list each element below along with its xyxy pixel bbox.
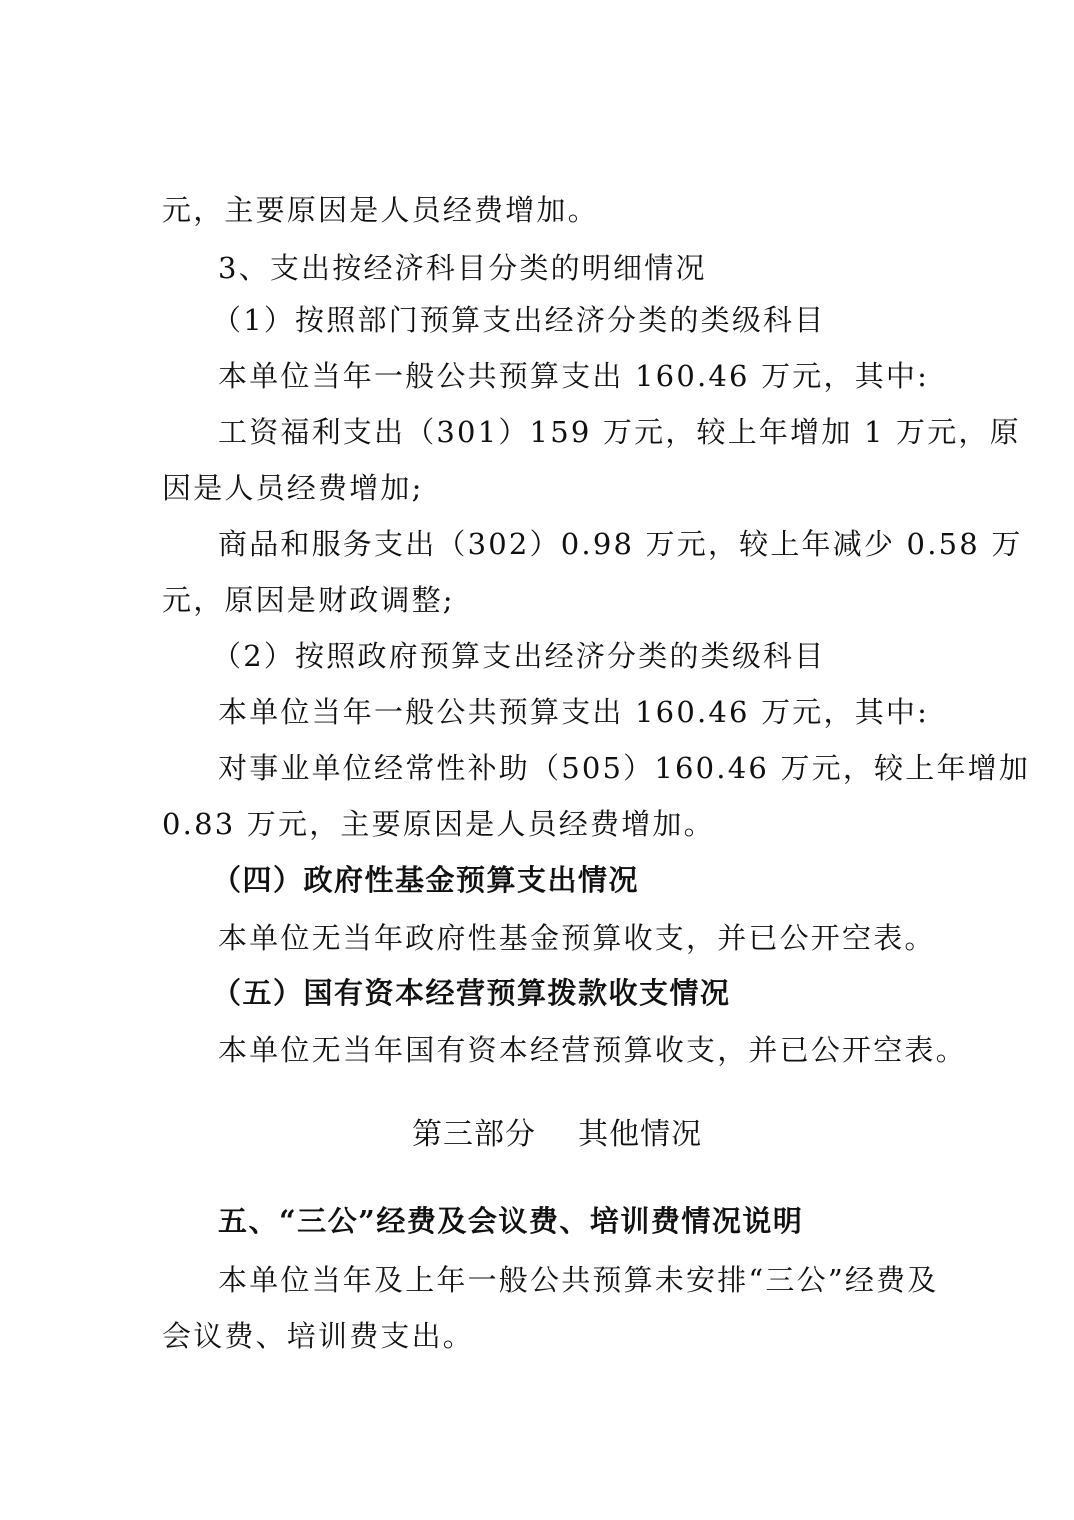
subsection-title: 3、支出按经济科目分类的明细情况 [218,251,707,285]
paragraph-line: 工资福利支出（301）159 万元，较上年增加 1 万元，原 [218,415,1021,449]
paragraph-line: 因是人员经费增加; [162,471,424,505]
part-title: 第三部分 其他情况 [412,1117,703,1152]
section-heading: （五）国有资本经营预算拨款收支情况 [212,976,731,1010]
paragraph-line: 本单位无当年政府性基金预算收支，并已公开空表。 [218,921,936,955]
paragraph-line: 本单位当年一般公共预算支出 160.46 万元，其中: [218,695,930,729]
paragraph-line: 0.83 万元，主要原因是人员经费增加。 [162,807,715,841]
paragraph-line: 元，原因是财政调整; [162,583,455,617]
subsection-title: （1）按照部门预算支出经济分类的类级科目 [212,303,826,337]
paragraph-line: 会议费、培训费支出。 [162,1319,475,1353]
paragraph-line: 本单位当年及上年一般公共预算未安排“三公”经费及 [218,1263,939,1297]
paragraph-line: 商品和服务支出（302）0.98 万元，较上年减少 0.58 万 [218,527,1023,561]
subsection-title: （2）按照政府预算支出经济分类的类级科目 [212,639,826,673]
paragraph-line: 本单位无当年国有资本经营预算收支，并已公开空表。 [218,1033,967,1067]
paragraph-line: 对事业单位经常性补助（505）160.46 万元，较上年增加 [218,751,1031,785]
section-heading: 五、“三公”经费及会议费、培训费情况说明 [218,1204,804,1238]
paragraph-line: 元，主要原因是人员经费增加。 [162,193,599,227]
paragraph-line: 本单位当年一般公共预算支出 160.46 万元，其中: [218,359,930,393]
section-heading: （四）政府性基金预算支出情况 [212,863,640,897]
